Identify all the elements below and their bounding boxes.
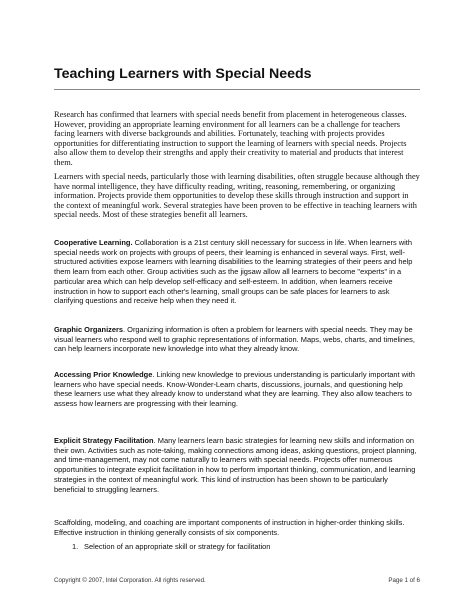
- intro-paragraph-1: Research has confirmed that learners with special needs benefit from placement in heterogeneous classes. However, providing an appropriate learning environment for all learners can be a challenge for teachers facing learners with diverse backgrounds and abilities. Fortunately, teaching with projects provides opportunities for differentiating instruction to support the learning of learners with special needs. Projects also allow them to develop their strengths and apply their creativity to material and products that interest them.: [54, 110, 407, 167]
- list-item-text: Selection of an appropriate skill or strategy for facilitation: [84, 542, 271, 551]
- strategy-heading: Explicit Strategy Facilitation: [54, 436, 154, 445]
- footer-page-number: Page 1 of 6: [388, 577, 420, 584]
- strategy-text: . Organizing information is often a problem for learners with special needs. They may be visual learners who respond well to graphic representations of information. Maps, webs, charts, and timelines, can help learners incorporate new knowledge into what they already know.: [54, 325, 415, 354]
- strategy-text: . Linking new knowledge to previous understanding is particularly important with learners who have special needs. Know-Wonder-Learn charts, discussions, journals, and questioning help these learners use what they already know to understand what they are learning. They also allow teachers to assess how learners are progressing with their learning.: [54, 370, 415, 409]
- strategy-graphic-organizers: [54, 325, 420, 354]
- strategy-text: . Many learners learn basic strategies for learning new skills and information on their own. Activities such as note-taking, making connections among ideas, asking questions, project planning, and time-management, may not come naturally to learners with special needs. Projects offer numerous opportunities to integrate explicit facilitation in how to perform important thinking, communication, and learning strategies in the context of meaningful work. This kind of instruction has been shown to be particularly beneficial to struggling learners.: [54, 436, 417, 494]
- strategy-explicit-strategy-facilitation: [54, 436, 420, 494]
- footer-copyright: Copyright © 2007, Intel Corporation. All rights reserved.: [54, 577, 206, 584]
- page-title: Teaching Learners with Special Needs: [54, 66, 312, 82]
- strategy-cooperative-learning: [54, 238, 420, 306]
- page-footer: [54, 577, 420, 587]
- strategy-heading: Accessing Prior Knowledge: [54, 370, 153, 379]
- intro-paragraph-2: Learners with special needs, particularly those with learning disabilities, often struggle because although they have normal intelligence, they have difficulty reading, writing, reasoning, remembering, or organizing information. Projects provide them opportunities to develop these skills through instruction and support in the context of meaningful work. Several strategies have been proven to be effective in teaching learners with special needs. Most of these strategies benefit all learners.: [54, 172, 420, 220]
- list-item-number: 1.: [72, 542, 79, 551]
- strategy-accessing-prior-knowledge: [54, 370, 420, 409]
- list-item: [54, 542, 420, 552]
- title-divider: [54, 89, 420, 90]
- strategy-heading: Cooperative Learning.: [54, 238, 133, 247]
- closing-paragraph: Scaffolding, modeling, and coaching are important components of instruction in higher-order thinking skills. Effective instruction in thinking generally consists of six components.: [54, 518, 405, 537]
- components-list: [54, 542, 420, 552]
- strategy-text: Collaboration is a 21st century skill necessary for success in life. When learners with special needs work on projects with groups of peers, their learning is enhanced in several ways. First, well-structured activities expose learners with learning disabilities to the learning strategies of their peers and help them learn from each other. Group activities such as the jigsaw allow all learners to become "experts" in a particular area which can help develop self-efficacy and self-esteem. In addition, when learners receive instruction in how to support each other's learning, small groups can be safe places for learners to ask clarifying questions and receive help when they need it.: [54, 238, 413, 306]
- strategy-heading: Graphic Organizers: [54, 325, 124, 334]
